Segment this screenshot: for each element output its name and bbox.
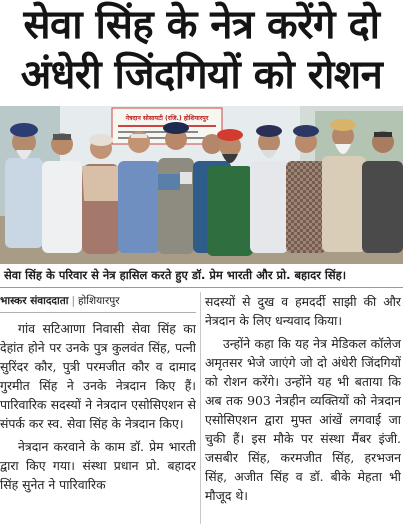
left-paragraph-2: नेत्रदान करवाने के काम डॉ. प्रेम भारती द्वारा किए गया। संस्था प्रधान प्रो. बहादर सिंह सुनेत ने पारिवारिक: [0, 439, 196, 492]
headline-line-2: अंधेरी जिंदगियों को रोशन: [20, 52, 383, 98]
banner-text: नेत्रदान सोसायटी (रजि.) होशियारपुर: [125, 115, 209, 122]
column-divider: [200, 292, 201, 524]
headline: [2, 0, 401, 104]
right-paragraph-1: सदस्यों से दुख व हमदर्दी साझी की और नेत्रदान के लिए धन्यवाद किया।: [205, 294, 401, 328]
news-photo: [0, 106, 403, 264]
left-column: [0, 290, 196, 526]
right-column: [205, 292, 401, 526]
headline-line-1: सेवा सिंह के नेत्र करेंगे दो: [23, 2, 380, 48]
caption-divider: [0, 287, 403, 288]
byline: [0, 290, 196, 313]
byline-separator: |: [71, 295, 75, 307]
byline-location: होशियारपुर: [77, 295, 120, 307]
photo-caption: सेवा सिंह के परिवार से नेत्र हासिल करते हुए डॉ. प्रेम भारती और प्रो. बहादर सिंह।: [0, 264, 403, 286]
byline-agency: भास्कर संवाददाता: [0, 295, 69, 307]
left-paragraph-1: गांव सटिआणा निवासी सेवा सिंह का देहांत होने पर उनके पुत्र कुलवंत सिंह, पत्नी सुरिंदर कौर, पुत्री परमजीत कौर व दामाद गुरमीत सिंह ने उनके नेत्रदान किए हैं। पारिवारिक सदस्यों ने नेत्रदान एसोसिएशन से संपर्क कर स्व. सेवा सिंह के नेत्रदान किए।: [0, 321, 196, 431]
right-paragraph-2: उन्होंने कहा कि यह नेत्र मेडिकल कॉलेज अमृतसर भेजे जाएंगे जो दो अंधेरी जिंदगियों को रोशन करेंगे। उन्होंने यह भी बताया कि अब तक 903 नेत्रहीन व्यक्तियों को नेत्रदान एसोसिएशन द्वारा मुफ्त आंखें लगवाई जा चुकी हैं। इस मौके पर संस्था मैंबर इंजी. जसबीर सिंह, करमजीत सिंह, हरभजन सिंह, अजीत सिंह व डॉ. बीके मेहता भी मौजूद थे।: [205, 336, 401, 503]
